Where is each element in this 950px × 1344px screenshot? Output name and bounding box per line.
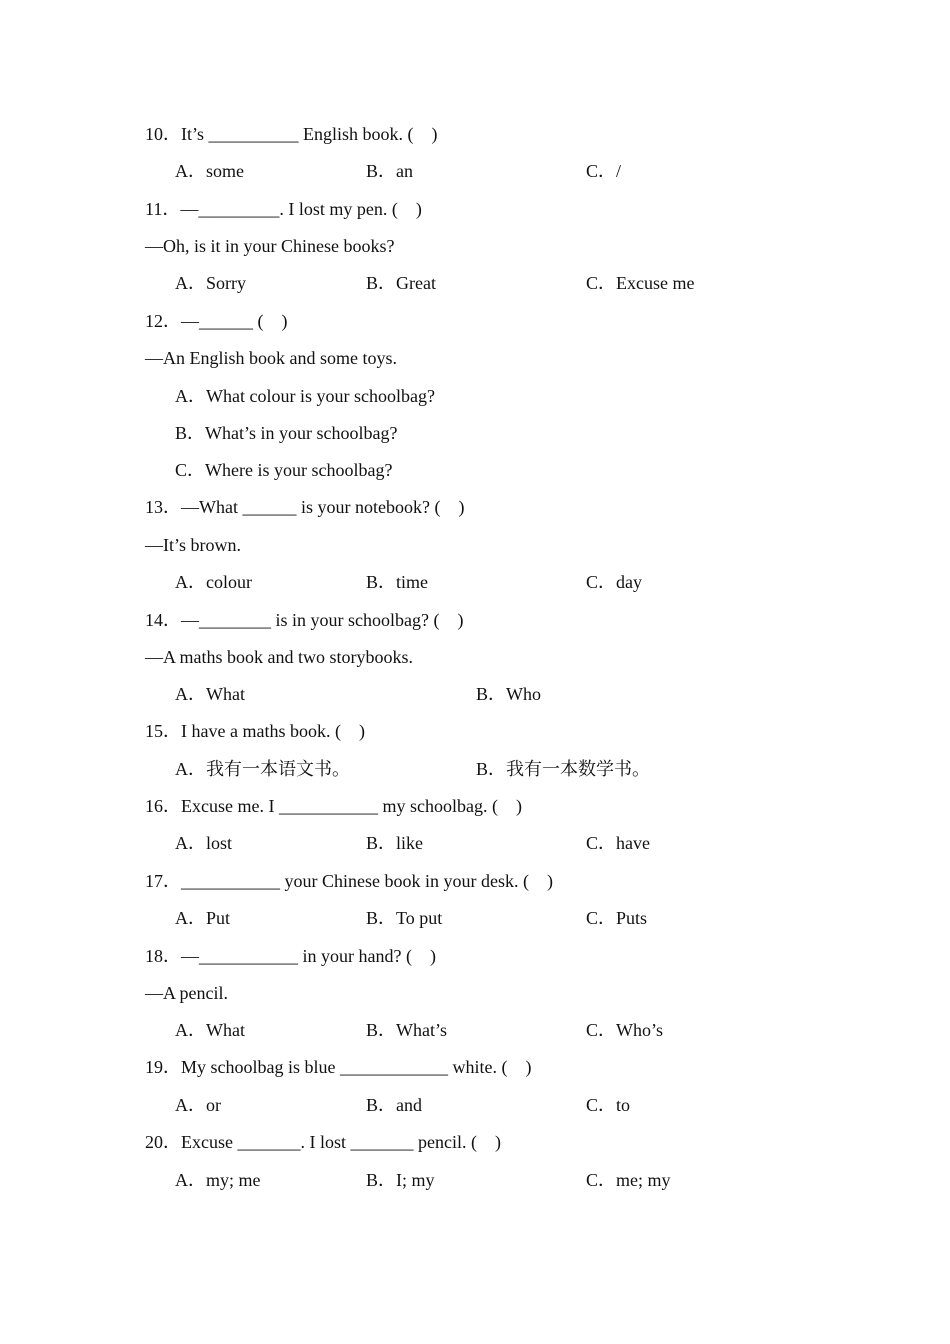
option-b: B．To put — [366, 908, 443, 928]
option-a: A．some — [175, 161, 244, 181]
question-12-option-c-row — [0, 456, 950, 484]
question-11-stem: 11．—_________. I lost my pen. ( ) — [145, 199, 422, 219]
question-18-reply: —A pencil. — [145, 983, 228, 1003]
question-14-options — [0, 680, 950, 708]
option-b: B．Great — [366, 273, 436, 293]
question-14-reply: —A maths book and two storybooks. — [145, 647, 413, 667]
option-a: A．Sorry — [175, 273, 246, 293]
option-b: B．我有一本数学书。 — [476, 759, 651, 779]
option-c: C．Puts — [586, 908, 648, 928]
option-c: C．have — [586, 833, 650, 853]
question-14-stem: 14．—________ is in your schoolbag? ( ) — [145, 610, 464, 630]
question-15-stem: 15．I have a maths book. ( ) — [145, 721, 365, 741]
question-15-options — [0, 755, 950, 783]
question-20-options — [0, 1166, 950, 1194]
question-19-options — [0, 1091, 950, 1119]
option-a: A．or — [175, 1095, 221, 1115]
option-a: A．What — [175, 1020, 245, 1040]
option-b: B．What’s — [366, 1020, 447, 1040]
question-13-stem: 13．—What ______ is your notebook? ( ) — [145, 497, 465, 517]
question-16-stem: 16．Excuse me. I ___________ my schoolbag. ( ) — [145, 796, 522, 816]
option-a: A．lost — [175, 833, 233, 853]
option-b: B．time — [366, 572, 428, 592]
question-19-stem: 19．My schoolbag is blue ____________ white. ( ) — [145, 1057, 532, 1077]
question-18-options — [0, 1016, 950, 1044]
question-12-option-a-row — [0, 382, 950, 410]
question-20-stem: 20．Excuse _______. I lost _______ pencil. ( ) — [145, 1132, 501, 1152]
option-a: A．Put — [175, 908, 231, 928]
question-11-options — [0, 269, 950, 297]
question-18-stem: 18．—___________ in your hand? ( ) — [145, 946, 436, 966]
option-b: B．What’s in your schoolbag? — [175, 423, 398, 443]
option-b: B．an — [366, 161, 413, 181]
question-12-reply: —An English book and some toys. — [145, 348, 397, 368]
option-c: C．day — [586, 572, 642, 592]
question-10-options — [0, 157, 950, 185]
question-12-stem: 12．—______ ( ) — [145, 311, 288, 331]
option-c: C．me; my — [586, 1170, 671, 1190]
option-a: A．colour — [175, 572, 252, 592]
option-a: A．my; me — [175, 1170, 261, 1190]
option-a: A．我有一本语文书。 — [175, 759, 350, 779]
question-11-reply: —Oh, is it in your Chinese books? — [145, 236, 395, 256]
question-13-options — [0, 568, 950, 596]
option-c: C．to — [586, 1095, 631, 1115]
option-a: A．What colour is your schoolbag? — [175, 386, 435, 406]
option-b: B．like — [366, 833, 423, 853]
option-c: C．/ — [586, 161, 622, 181]
question-10-stem: 10．It’s __________ English book. ( ) — [145, 124, 438, 144]
option-b: B．I; my — [366, 1170, 435, 1190]
option-b: B．and — [366, 1095, 422, 1115]
question-17-stem: 17．___________ your Chinese book in your desk. ( ) — [145, 871, 553, 891]
option-c: C．Who’s — [586, 1020, 664, 1040]
question-12-option-b-row — [0, 419, 950, 447]
question-13-reply: —It’s brown. — [145, 535, 241, 555]
option-b: B．Who — [476, 684, 541, 704]
question-16-options — [0, 829, 950, 857]
option-c: C．Where is your schoolbag? — [175, 460, 393, 480]
option-a: A．What — [175, 684, 245, 704]
option-c: C．Excuse me — [586, 273, 695, 293]
question-17-options — [0, 904, 950, 932]
